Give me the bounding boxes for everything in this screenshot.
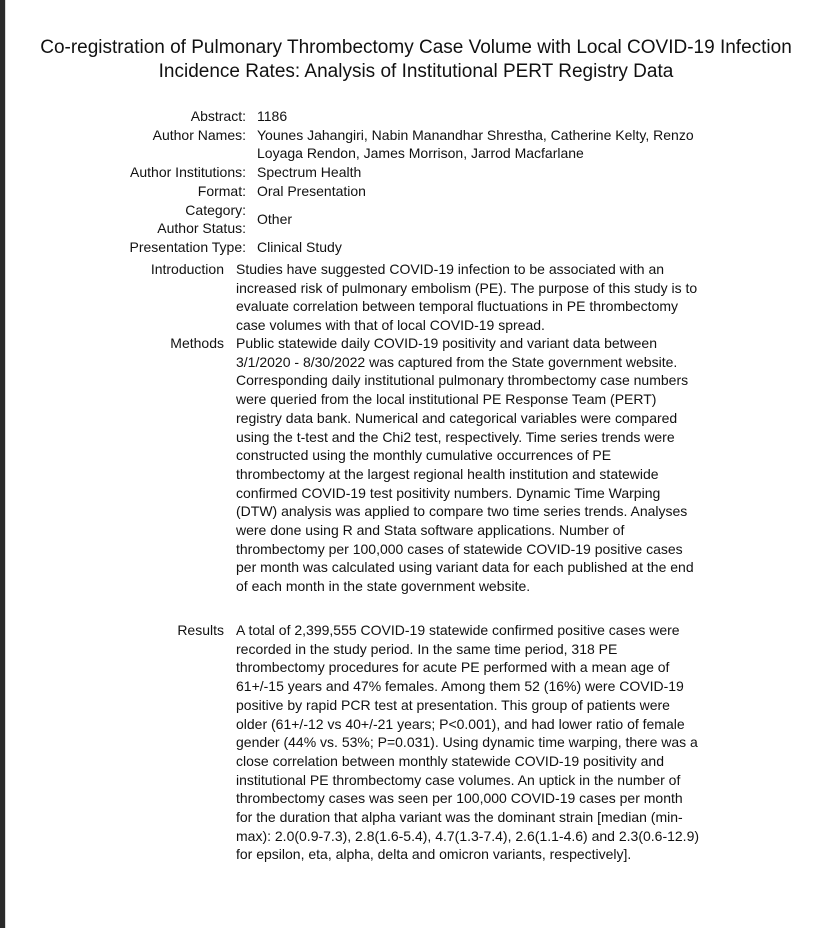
methods-section [6, 334, 806, 614]
category-status-value: Other [257, 211, 293, 227]
institutions-label: Author Institutions: [130, 164, 246, 180]
results-label: Results [177, 622, 224, 638]
methods-label: Methods [170, 335, 224, 351]
presentation-value: Clinical Study [257, 239, 342, 255]
status-label: Author Status: [157, 220, 246, 236]
abstract-label: Abstract: [190, 108, 246, 124]
introduction-label: Introduction [150, 261, 224, 277]
authors-value: Younes Jahangiri, Nabin Manandhar Shrestha, Catherine Kelty, Renzo Loyaga Rendon, James Morrison, Jarrod Macfarlane [257, 127, 694, 161]
introduction-section [6, 260, 806, 340]
authors-label: Author Names: [152, 127, 246, 143]
format-value: Oral Presentation [257, 183, 366, 199]
abstract-title: Co-registration of Pulmonary Thrombectomy Case Volume with Local COVID-19 Infection Incidence Rates: Analysis of Institutional PERT Registry Data [40, 37, 792, 82]
abstract-value: 1186 [257, 108, 288, 124]
results-text: A total of 2,399,555 COVID-19 statewide confirmed positive cases were recorded in the study period. In the same time period, 318 PE thrombectomy procedures for acute PE performed with a mean age of 61+/-15 years and 47% females. Among them 52 (16%) were COVID-19 positive by rapid PCR test at presentation. This group of patients were older (61+/-12 vs 40+/-21 years; P<0.001), and had lower ratio of female gender (44% vs. 53%; P=0.031). Using dynamic time warping, there was a close correlation between monthly statewide COVID-19 positivity and institutional PE thrombectomy case volumes. An uptick in the number of thrombectomy cases was seen per 100,000 COVID-19 cases per month for the duration that alpha variant was the dominant strain [median (min-max): 2.0(0.9-7.3), 2.8(1.6-5.4), 4.7(1.3-7.4), 2.6(1.1-4.6) and 2.3(0.6-12.9) for epsilon, eta, alpha, delta and omicron variants, respectively]. [236, 622, 700, 863]
results-section [6, 621, 806, 891]
category-label: Category: [185, 202, 246, 218]
format-label: Format: [197, 183, 246, 199]
presentation-label: Presentation Type: [129, 239, 246, 255]
document-page [5, 0, 828, 928]
introduction-text: Studies have suggested COVID-19 infection to be associated with an increased risk of pulmonary embolism (PE). The purpose of this study is to evaluate correlation between temporal fluctuations in PE thrombectomy case volumes with that of local COVID-19 spread. [236, 261, 698, 334]
methods-text: Public statewide daily COVID-19 positivity and variant data between 3/1/2020 - 8/30/2022 was captured from the State government website. Corresponding daily institutional pulmonary thrombectomy case numbers were queried from the local institutional PE Response Team (PERT) registry data bank. Numerical and categorical variables were compared using the t-test and the Chi2 test, respectively. Time series trends were constructed using the monthly cumulative occurrences of PE thrombectomy at the largest regional health institution and statewide confirmed COVID-19 test positivity numbers. Dynamic Time Warping (DTW) analysis was applied to compare two time series trends. Analyses were done using R and Stata software applications. Number of thrombectomy per 100,000 cases of statewide COVID-19 positive cases per month was calculated using variant data for each published at the end of each month in the state government website. [236, 335, 694, 595]
institutions-value: Spectrum Health [257, 164, 362, 180]
